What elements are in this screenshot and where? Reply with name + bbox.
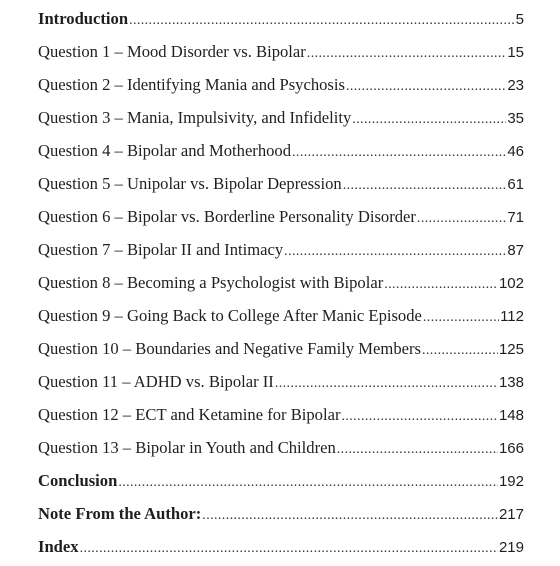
dot-leader bbox=[343, 172, 507, 200]
toc-entry-page: 102 bbox=[498, 275, 524, 292]
toc-entry-title: Question 9 – Going Back to College After Manic Episode bbox=[38, 306, 422, 325]
dot-leader bbox=[118, 469, 498, 497]
table-of-contents bbox=[38, 5, 524, 566]
dot-leader bbox=[384, 271, 498, 299]
toc-entry-question-3 bbox=[38, 104, 524, 137]
dot-leader bbox=[80, 535, 498, 563]
toc-entry-page: 71 bbox=[507, 209, 524, 226]
dot-leader bbox=[423, 304, 499, 332]
dot-leader bbox=[202, 502, 498, 530]
toc-entry-question-12 bbox=[38, 401, 524, 434]
toc-entry-title: Question 1 – Mood Disorder vs. Bipolar bbox=[38, 42, 306, 61]
toc-entry-page: 35 bbox=[507, 110, 524, 127]
toc-entry-question-6 bbox=[38, 203, 524, 236]
toc-entry-page: 166 bbox=[498, 440, 524, 457]
toc-entry-page: 217 bbox=[498, 506, 524, 523]
toc-entry-question-2 bbox=[38, 71, 524, 104]
toc-entry-title: Question 5 – Unipolar vs. Bipolar Depression bbox=[38, 174, 342, 193]
toc-entry-question-10 bbox=[38, 335, 524, 368]
toc-entry-title: Question 13 – Bipolar in Youth and Children bbox=[38, 438, 336, 457]
toc-entry-question-11 bbox=[38, 368, 524, 401]
toc-entry-page: 61 bbox=[507, 176, 524, 193]
toc-entry-index bbox=[38, 533, 524, 566]
toc-entry-page: 5 bbox=[515, 11, 524, 28]
toc-entry-title: Question 12 – ECT and Ketamine for Bipolar bbox=[38, 405, 341, 424]
dot-leader bbox=[346, 73, 506, 101]
toc-entry-title: Question 10 – Boundaries and Negative Family Members bbox=[38, 339, 421, 358]
dot-leader bbox=[341, 403, 497, 431]
toc-entry-title: Conclusion bbox=[38, 471, 118, 490]
toc-entry-question-8 bbox=[38, 269, 524, 302]
toc-entry-question-7 bbox=[38, 236, 524, 269]
toc-entry-introduction bbox=[38, 5, 524, 38]
toc-entry-page: 125 bbox=[498, 341, 524, 358]
toc-entry-question-9 bbox=[38, 302, 524, 335]
toc-entry-title: Question 4 – Bipolar and Motherhood bbox=[38, 141, 292, 160]
toc-entry-title: Question 11 – ADHD vs. Bipolar II bbox=[38, 372, 274, 391]
dot-leader bbox=[284, 238, 506, 266]
toc-entry-page: 148 bbox=[498, 407, 524, 424]
toc-entry-title: Question 3 – Mania, Impulsivity, and Infidelity bbox=[38, 108, 352, 127]
dot-leader bbox=[275, 370, 498, 398]
toc-entry-page: 192 bbox=[498, 473, 524, 490]
toc-entry-page: 219 bbox=[498, 539, 524, 556]
toc-entry-title: Index bbox=[38, 537, 79, 556]
toc-entry-question-4 bbox=[38, 137, 524, 170]
dot-leader bbox=[417, 205, 506, 233]
toc-entry-page: 87 bbox=[507, 242, 524, 259]
toc-entry-note-from-author bbox=[38, 500, 524, 533]
toc-entry-title: Note From the Author: bbox=[38, 504, 202, 523]
toc-entry-title: Question 7 – Bipolar II and Intimacy bbox=[38, 240, 284, 259]
dot-leader bbox=[307, 40, 507, 68]
toc-entry-conclusion bbox=[38, 467, 524, 500]
toc-entry-page: 112 bbox=[500, 308, 524, 325]
dot-leader bbox=[292, 139, 506, 167]
toc-entry-question-13 bbox=[38, 434, 524, 467]
toc-entry-page: 46 bbox=[507, 143, 524, 160]
dot-leader bbox=[422, 337, 498, 365]
dot-leader bbox=[129, 7, 515, 35]
toc-entry-title: Question 8 – Becoming a Psychologist with Bipolar bbox=[38, 273, 384, 292]
toc-entry-page: 23 bbox=[507, 77, 524, 94]
dot-leader bbox=[337, 436, 498, 464]
toc-entry-page: 138 bbox=[498, 374, 524, 391]
toc-entry-page: 15 bbox=[507, 44, 524, 61]
dot-leader bbox=[352, 106, 506, 134]
toc-entry-question-1 bbox=[38, 38, 524, 71]
toc-entry-title: Question 6 – Bipolar vs. Borderline Personality Disorder bbox=[38, 207, 416, 226]
toc-entry-title: Question 2 – Identifying Mania and Psychosis bbox=[38, 75, 345, 94]
toc-entry-question-5 bbox=[38, 170, 524, 203]
toc-entry-title: Introduction bbox=[38, 9, 129, 28]
